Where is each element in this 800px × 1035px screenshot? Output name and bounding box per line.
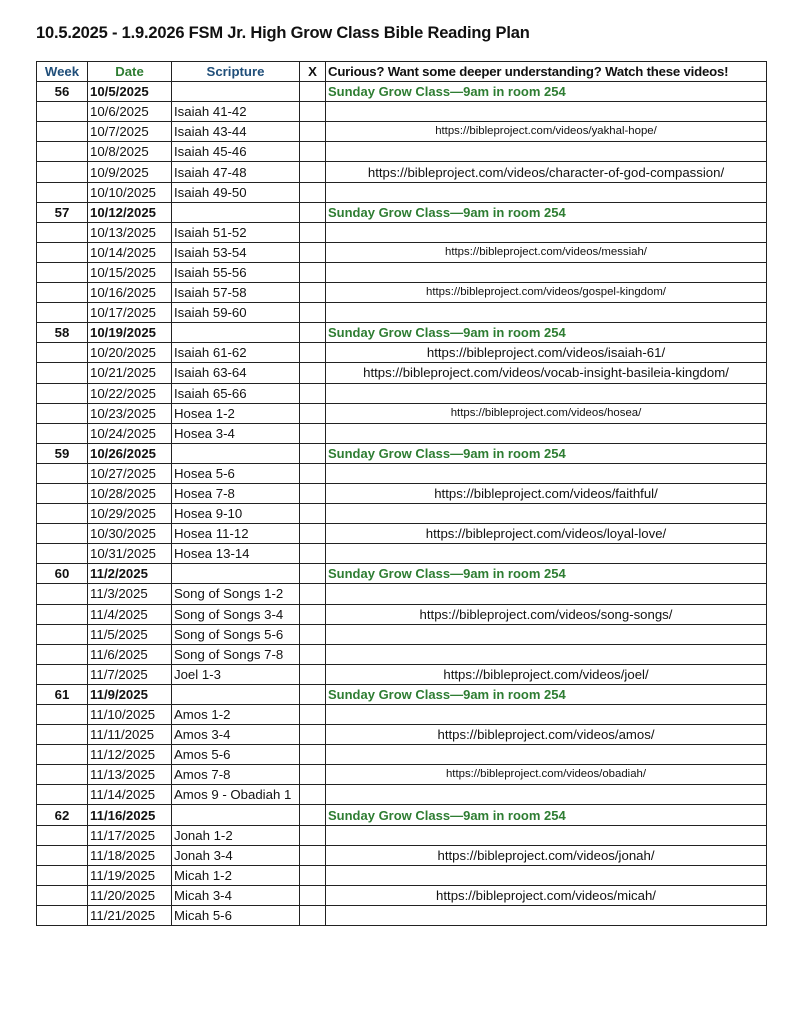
video-cell [326, 463, 767, 483]
done-checkbox-cell[interactable] [300, 463, 326, 483]
done-checkbox-cell[interactable] [300, 905, 326, 925]
scripture-cell: Isaiah 43-44 [172, 122, 300, 142]
date-cell: 11/7/2025 [88, 664, 172, 684]
scripture-cell: Hosea 11-12 [172, 524, 300, 544]
table-row [37, 604, 767, 624]
video-cell [326, 624, 767, 644]
scripture-cell: Hosea 1-2 [172, 403, 300, 423]
table-row [37, 142, 767, 162]
done-checkbox-cell[interactable] [300, 182, 326, 202]
table-row [37, 182, 767, 202]
week-cell [37, 825, 88, 845]
week-cell: 58 [37, 323, 88, 343]
video-link[interactable]: https://bibleproject.com/videos/hosea/ [326, 403, 767, 423]
table-header-row [37, 62, 767, 82]
scripture-cell: Joel 1-3 [172, 664, 300, 684]
table-row [37, 383, 767, 403]
week-cell [37, 483, 88, 503]
scripture-cell: Isaiah 41-42 [172, 102, 300, 122]
video-link[interactable]: https://bibleproject.com/videos/joel/ [326, 664, 767, 684]
done-checkbox-cell[interactable] [300, 343, 326, 363]
sunday-class-note: Sunday Grow Class—9am in room 254 [326, 202, 767, 222]
scripture-cell: Amos 9 - Obadiah 1 [172, 785, 300, 805]
date-cell: 10/24/2025 [88, 423, 172, 443]
week-cell [37, 745, 88, 765]
done-checkbox-cell[interactable] [300, 323, 326, 343]
scripture-cell: Isaiah 59-60 [172, 303, 300, 323]
table-row [37, 725, 767, 745]
week-cell [37, 504, 88, 524]
scripture-cell [172, 82, 300, 102]
scripture-cell: Micah 1-2 [172, 865, 300, 885]
date-cell: 10/12/2025 [88, 202, 172, 222]
table-row [37, 524, 767, 544]
scripture-cell: Song of Songs 3-4 [172, 604, 300, 624]
table-row [37, 262, 767, 282]
date-cell: 10/5/2025 [88, 82, 172, 102]
done-checkbox-cell[interactable] [300, 624, 326, 644]
column-header-checkmark: X [300, 62, 326, 82]
table-row [37, 303, 767, 323]
done-checkbox-cell[interactable] [300, 664, 326, 684]
video-cell [326, 182, 767, 202]
table-row [37, 283, 767, 303]
done-checkbox-cell[interactable] [300, 564, 326, 584]
date-cell: 10/6/2025 [88, 102, 172, 122]
sunday-class-note: Sunday Grow Class—9am in room 254 [326, 564, 767, 584]
table-row [37, 102, 767, 122]
video-link[interactable]: https://bibleproject.com/videos/obadiah/ [326, 765, 767, 785]
done-checkbox-cell[interactable] [300, 403, 326, 423]
table-row [37, 242, 767, 262]
done-checkbox-cell[interactable] [300, 825, 326, 845]
done-checkbox-cell[interactable] [300, 363, 326, 383]
video-cell [326, 423, 767, 443]
column-header-scripture: Scripture [172, 62, 300, 82]
video-cell [326, 644, 767, 664]
table-row [37, 644, 767, 664]
table-row [37, 162, 767, 182]
video-cell [326, 383, 767, 403]
done-checkbox-cell[interactable] [300, 142, 326, 162]
week-cell [37, 845, 88, 865]
done-checkbox-cell[interactable] [300, 504, 326, 524]
done-checkbox-cell[interactable] [300, 785, 326, 805]
video-link[interactable]: https://bibleproject.com/videos/song-songs/ [326, 604, 767, 624]
scripture-cell: Micah 3-4 [172, 885, 300, 905]
week-cell [37, 604, 88, 624]
table-row [37, 483, 767, 503]
date-cell: 10/22/2025 [88, 383, 172, 403]
done-checkbox-cell[interactable] [300, 423, 326, 443]
date-cell: 11/20/2025 [88, 885, 172, 905]
video-cell [326, 785, 767, 805]
date-cell: 11/18/2025 [88, 845, 172, 865]
done-checkbox-cell[interactable] [300, 303, 326, 323]
week-cell [37, 242, 88, 262]
table-row-sunday [37, 82, 767, 102]
done-checkbox-cell[interactable] [300, 885, 326, 905]
scripture-cell [172, 443, 300, 463]
table-row [37, 705, 767, 725]
table-row [37, 122, 767, 142]
week-cell [37, 885, 88, 905]
video-link[interactable]: https://bibleproject.com/videos/character-of-god-compassion/ [326, 162, 767, 182]
done-checkbox-cell[interactable] [300, 242, 326, 262]
week-cell [37, 122, 88, 142]
sunday-class-note: Sunday Grow Class—9am in room 254 [326, 323, 767, 343]
scripture-cell: Isaiah 45-46 [172, 142, 300, 162]
video-cell [326, 825, 767, 845]
week-cell [37, 765, 88, 785]
video-link[interactable]: https://bibleproject.com/videos/yakhal-hope/ [326, 122, 767, 142]
date-cell: 10/16/2025 [88, 283, 172, 303]
video-cell [326, 262, 767, 282]
sunday-class-note: Sunday Grow Class—9am in room 254 [326, 684, 767, 704]
week-cell: 62 [37, 805, 88, 825]
date-cell: 11/14/2025 [88, 785, 172, 805]
week-cell: 59 [37, 443, 88, 463]
table-row [37, 664, 767, 684]
scripture-cell: Song of Songs 1-2 [172, 584, 300, 604]
scripture-cell: Jonah 3-4 [172, 845, 300, 865]
table-row-sunday [37, 684, 767, 704]
done-checkbox-cell[interactable] [300, 202, 326, 222]
date-cell: 10/13/2025 [88, 222, 172, 242]
done-checkbox-cell[interactable] [300, 604, 326, 624]
date-cell: 11/10/2025 [88, 705, 172, 725]
video-cell [326, 102, 767, 122]
week-cell [37, 705, 88, 725]
week-cell [37, 624, 88, 644]
week-cell [37, 162, 88, 182]
sunday-class-note: Sunday Grow Class—9am in room 254 [326, 443, 767, 463]
video-link[interactable]: https://bibleproject.com/videos/faithful/ [326, 483, 767, 503]
done-checkbox-cell[interactable] [300, 765, 326, 785]
sunday-class-note: Sunday Grow Class—9am in room 254 [326, 805, 767, 825]
date-cell: 10/30/2025 [88, 524, 172, 544]
scripture-cell: Hosea 3-4 [172, 423, 300, 443]
video-link[interactable]: https://bibleproject.com/videos/gospel-kingdom/ [326, 283, 767, 303]
week-cell [37, 463, 88, 483]
scripture-cell: Jonah 1-2 [172, 825, 300, 845]
date-cell: 10/19/2025 [88, 323, 172, 343]
week-cell [37, 664, 88, 684]
table-row [37, 745, 767, 765]
week-cell: 60 [37, 564, 88, 584]
scripture-cell: Isaiah 65-66 [172, 383, 300, 403]
column-header-videos: Curious? Want some deeper understanding? Watch these videos! [326, 62, 767, 82]
week-cell [37, 102, 88, 122]
week-cell [37, 785, 88, 805]
table-row [37, 825, 767, 845]
column-header-date: Date [88, 62, 172, 82]
scripture-cell: Isaiah 47-48 [172, 162, 300, 182]
date-cell: 11/6/2025 [88, 644, 172, 664]
video-cell [326, 865, 767, 885]
video-link[interactable]: https://bibleproject.com/videos/micah/ [326, 885, 767, 905]
page-title: 10.5.2025 - 1.9.2026 FSM Jr. High Grow Class Bible Reading Plan [36, 24, 530, 42]
table-row-sunday [37, 564, 767, 584]
table-row [37, 222, 767, 242]
table-row-sunday [37, 443, 767, 463]
date-cell: 11/17/2025 [88, 825, 172, 845]
week-cell [37, 423, 88, 443]
date-cell: 10/31/2025 [88, 544, 172, 564]
date-cell: 10/8/2025 [88, 142, 172, 162]
video-cell [326, 142, 767, 162]
scripture-cell [172, 805, 300, 825]
date-cell: 10/23/2025 [88, 403, 172, 423]
scripture-cell [172, 323, 300, 343]
week-cell [37, 303, 88, 323]
scripture-cell: Song of Songs 5-6 [172, 624, 300, 644]
date-cell: 10/26/2025 [88, 443, 172, 463]
week-cell [37, 403, 88, 423]
video-cell [326, 544, 767, 564]
done-checkbox-cell[interactable] [300, 584, 326, 604]
scripture-cell: Isaiah 57-58 [172, 283, 300, 303]
done-checkbox-cell[interactable] [300, 222, 326, 242]
date-cell: 10/10/2025 [88, 182, 172, 202]
table-row-sunday [37, 323, 767, 343]
date-cell: 11/21/2025 [88, 905, 172, 925]
video-link[interactable]: https://bibleproject.com/videos/isaiah-61/ [326, 343, 767, 363]
done-checkbox-cell[interactable] [300, 122, 326, 142]
table-row-sunday [37, 202, 767, 222]
scripture-cell: Hosea 7-8 [172, 483, 300, 503]
scripture-cell [172, 564, 300, 584]
scripture-cell: Isaiah 61-62 [172, 343, 300, 363]
done-checkbox-cell[interactable] [300, 705, 326, 725]
scripture-cell [172, 202, 300, 222]
table-row [37, 363, 767, 383]
table-row [37, 845, 767, 865]
scripture-cell: Song of Songs 7-8 [172, 644, 300, 664]
done-checkbox-cell[interactable] [300, 524, 326, 544]
week-cell [37, 262, 88, 282]
done-checkbox-cell[interactable] [300, 725, 326, 745]
scripture-cell: Isaiah 63-64 [172, 363, 300, 383]
date-cell: 10/21/2025 [88, 363, 172, 383]
done-checkbox-cell[interactable] [300, 544, 326, 564]
table-row [37, 785, 767, 805]
week-cell [37, 544, 88, 564]
date-cell: 10/28/2025 [88, 483, 172, 503]
done-checkbox-cell[interactable] [300, 865, 326, 885]
scripture-cell: Amos 7-8 [172, 765, 300, 785]
table-row-sunday [37, 805, 767, 825]
done-checkbox-cell[interactable] [300, 102, 326, 122]
week-cell [37, 584, 88, 604]
scripture-cell [172, 684, 300, 704]
scripture-cell: Micah 5-6 [172, 905, 300, 925]
video-cell [326, 303, 767, 323]
video-link[interactable]: https://bibleproject.com/videos/vocab-insight-basileia-kingdom/ [326, 363, 767, 383]
date-cell: 11/2/2025 [88, 564, 172, 584]
video-link[interactable]: https://bibleproject.com/videos/amos/ [326, 725, 767, 745]
table-row [37, 504, 767, 524]
done-checkbox-cell[interactable] [300, 845, 326, 865]
scripture-cell: Isaiah 55-56 [172, 262, 300, 282]
video-link[interactable]: https://bibleproject.com/videos/messiah/ [326, 242, 767, 262]
done-checkbox-cell[interactable] [300, 162, 326, 182]
date-cell: 10/9/2025 [88, 162, 172, 182]
date-cell: 10/7/2025 [88, 122, 172, 142]
table-row [37, 423, 767, 443]
scripture-cell: Isaiah 49-50 [172, 182, 300, 202]
date-cell: 11/4/2025 [88, 604, 172, 624]
video-link[interactable]: https://bibleproject.com/videos/loyal-love/ [326, 524, 767, 544]
week-cell [37, 343, 88, 363]
table-row [37, 624, 767, 644]
done-checkbox-cell[interactable] [300, 644, 326, 664]
table-row [37, 463, 767, 483]
table-row [37, 584, 767, 604]
week-cell [37, 644, 88, 664]
done-checkbox-cell[interactable] [300, 262, 326, 282]
video-cell [326, 504, 767, 524]
table-row [37, 885, 767, 905]
date-cell: 10/14/2025 [88, 242, 172, 262]
done-checkbox-cell[interactable] [300, 805, 326, 825]
date-cell: 11/11/2025 [88, 725, 172, 745]
date-cell: 10/15/2025 [88, 262, 172, 282]
date-cell: 10/29/2025 [88, 504, 172, 524]
week-cell [37, 283, 88, 303]
week-cell [37, 363, 88, 383]
scripture-cell: Isaiah 51-52 [172, 222, 300, 242]
scripture-cell: Hosea 13-14 [172, 544, 300, 564]
table-row [37, 765, 767, 785]
video-link[interactable]: https://bibleproject.com/videos/jonah/ [326, 845, 767, 865]
table-row [37, 865, 767, 885]
date-cell: 11/19/2025 [88, 865, 172, 885]
scripture-cell: Amos 5-6 [172, 745, 300, 765]
week-cell [37, 905, 88, 925]
scripture-cell: Hosea 9-10 [172, 504, 300, 524]
video-cell [326, 584, 767, 604]
week-cell [37, 725, 88, 745]
date-cell: 11/5/2025 [88, 624, 172, 644]
scripture-cell: Isaiah 53-54 [172, 242, 300, 262]
video-cell [326, 745, 767, 765]
date-cell: 11/13/2025 [88, 765, 172, 785]
date-cell: 11/16/2025 [88, 805, 172, 825]
video-cell [326, 705, 767, 725]
scripture-cell: Amos 1-2 [172, 705, 300, 725]
table-body [37, 82, 767, 926]
week-cell [37, 524, 88, 544]
week-cell [37, 865, 88, 885]
done-checkbox-cell[interactable] [300, 283, 326, 303]
date-cell: 10/17/2025 [88, 303, 172, 323]
date-cell: 11/3/2025 [88, 584, 172, 604]
done-checkbox-cell[interactable] [300, 443, 326, 463]
video-cell [326, 905, 767, 925]
week-cell [37, 182, 88, 202]
date-cell: 10/20/2025 [88, 343, 172, 363]
week-cell: 57 [37, 202, 88, 222]
table-row [37, 905, 767, 925]
done-checkbox-cell[interactable] [300, 745, 326, 765]
table-row [37, 403, 767, 423]
done-checkbox-cell[interactable] [300, 383, 326, 403]
scripture-cell: Amos 3-4 [172, 725, 300, 745]
reading-plan-table [36, 61, 767, 926]
sunday-class-note: Sunday Grow Class—9am in room 254 [326, 82, 767, 102]
column-header-week: Week [37, 62, 88, 82]
week-cell [37, 222, 88, 242]
date-cell: 10/27/2025 [88, 463, 172, 483]
done-checkbox-cell[interactable] [300, 483, 326, 503]
week-cell: 61 [37, 684, 88, 704]
video-cell [326, 222, 767, 242]
done-checkbox-cell[interactable] [300, 684, 326, 704]
week-cell: 56 [37, 82, 88, 102]
done-checkbox-cell[interactable] [300, 82, 326, 102]
date-cell: 11/9/2025 [88, 684, 172, 704]
scripture-cell: Hosea 5-6 [172, 463, 300, 483]
table-row [37, 544, 767, 564]
date-cell: 11/12/2025 [88, 745, 172, 765]
week-cell [37, 142, 88, 162]
table-row [37, 343, 767, 363]
week-cell [37, 383, 88, 403]
